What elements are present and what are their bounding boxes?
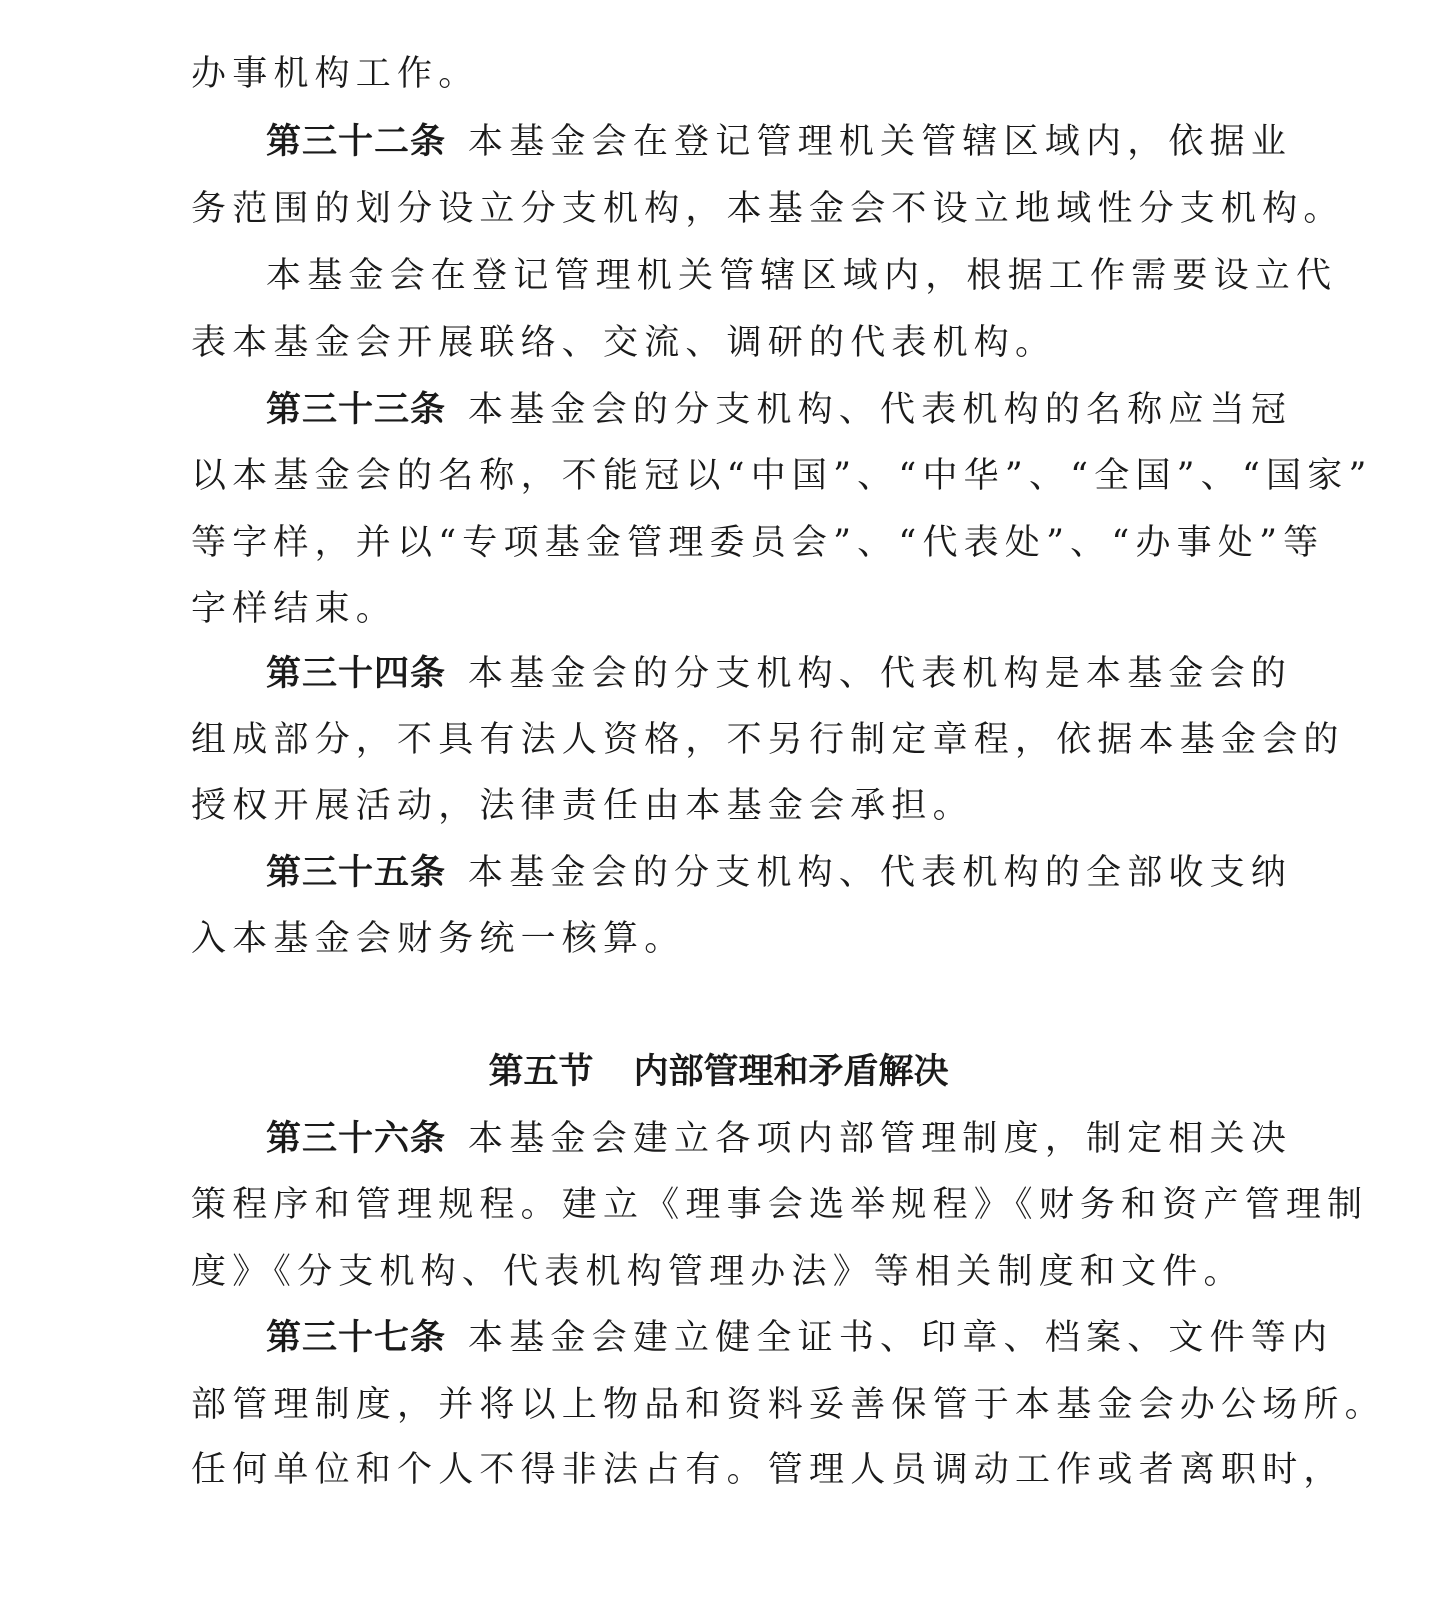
article-32-text: 本基金会在登记管理机关管辖区域内，依据业 <box>468 122 1293 162</box>
article-33-first-line <box>266 388 1293 432</box>
article-34-first-line <box>266 652 1293 696</box>
text-line: 组成部分，不具有法人资格，不另行制定章程，依据本基金会的 <box>191 720 1345 760</box>
text-line: 入本基金会财务统一核算。 <box>191 919 686 959</box>
paragraph-first-line: 本基金会在登记管理机关管辖区域内，根据工作需要设立代 <box>266 256 1338 296</box>
article-36-first-line <box>266 1117 1293 1161</box>
article-32-label: 第三十二条 <box>266 122 447 162</box>
text-line: 字样结束。 <box>191 589 398 629</box>
article-33-label: 第三十三条 <box>266 390 447 430</box>
section-number: 第五节 <box>488 1052 594 1092</box>
article-37-label: 第三十七条 <box>266 1318 447 1358</box>
text-line: 任何单位和个人不得非法占有。管理人员调动工作或者离职时， <box>191 1450 1345 1490</box>
text-line: 表本基金会开展联络、交流、调研的代表机构。 <box>191 323 1057 363</box>
text-line: 授权开展活动，法律责任由本基金会承担。 <box>191 786 974 826</box>
text-line: 度》《分支机构、代表机构管理办法》等相关制度和文件。 <box>191 1252 1245 1292</box>
section-title: 内部管理和矛盾解决 <box>633 1052 949 1092</box>
article-35-label: 第三十五条 <box>266 853 447 893</box>
article-36-text: 本基金会建立各项内部管理制度，制定相关决 <box>468 1119 1293 1159</box>
article-36-label: 第三十六条 <box>266 1119 447 1159</box>
text-line: 策程序和管理规程。建立《理事会选举规程》《财务和资产管理制 <box>191 1185 1369 1225</box>
article-32-first-line <box>266 120 1293 164</box>
article-34-text: 本基金会的分支机构、代表机构是本基金会的 <box>468 654 1293 694</box>
text-line: 以本基金会的名称，不能冠以“中国”、“中华”、“全国”、“国家” <box>191 456 1373 496</box>
text-line: 办事机构工作。 <box>191 54 480 94</box>
article-37-first-line <box>266 1316 1334 1360</box>
text-line: 部管理制度，并将以上物品和资料妥善保管于本基金会办公场所。 <box>191 1385 1386 1425</box>
article-35-text: 本基金会的分支机构、代表机构的全部收支纳 <box>468 853 1293 893</box>
article-33-text: 本基金会的分支机构、代表机构的名称应当冠 <box>468 390 1293 430</box>
article-37-text: 本基金会建立健全证书、印章、档案、文件等内 <box>468 1318 1334 1358</box>
article-34-label: 第三十四条 <box>266 654 447 694</box>
article-35-first-line <box>266 851 1293 895</box>
text-line: 等字样，并以“专项基金管理委员会”、“代表处”、“办事处”等 <box>191 523 1325 563</box>
section-heading <box>0 1050 1437 1094</box>
text-line: 务范围的划分设立分支机构，本基金会不设立地域性分支机构。 <box>191 189 1345 229</box>
